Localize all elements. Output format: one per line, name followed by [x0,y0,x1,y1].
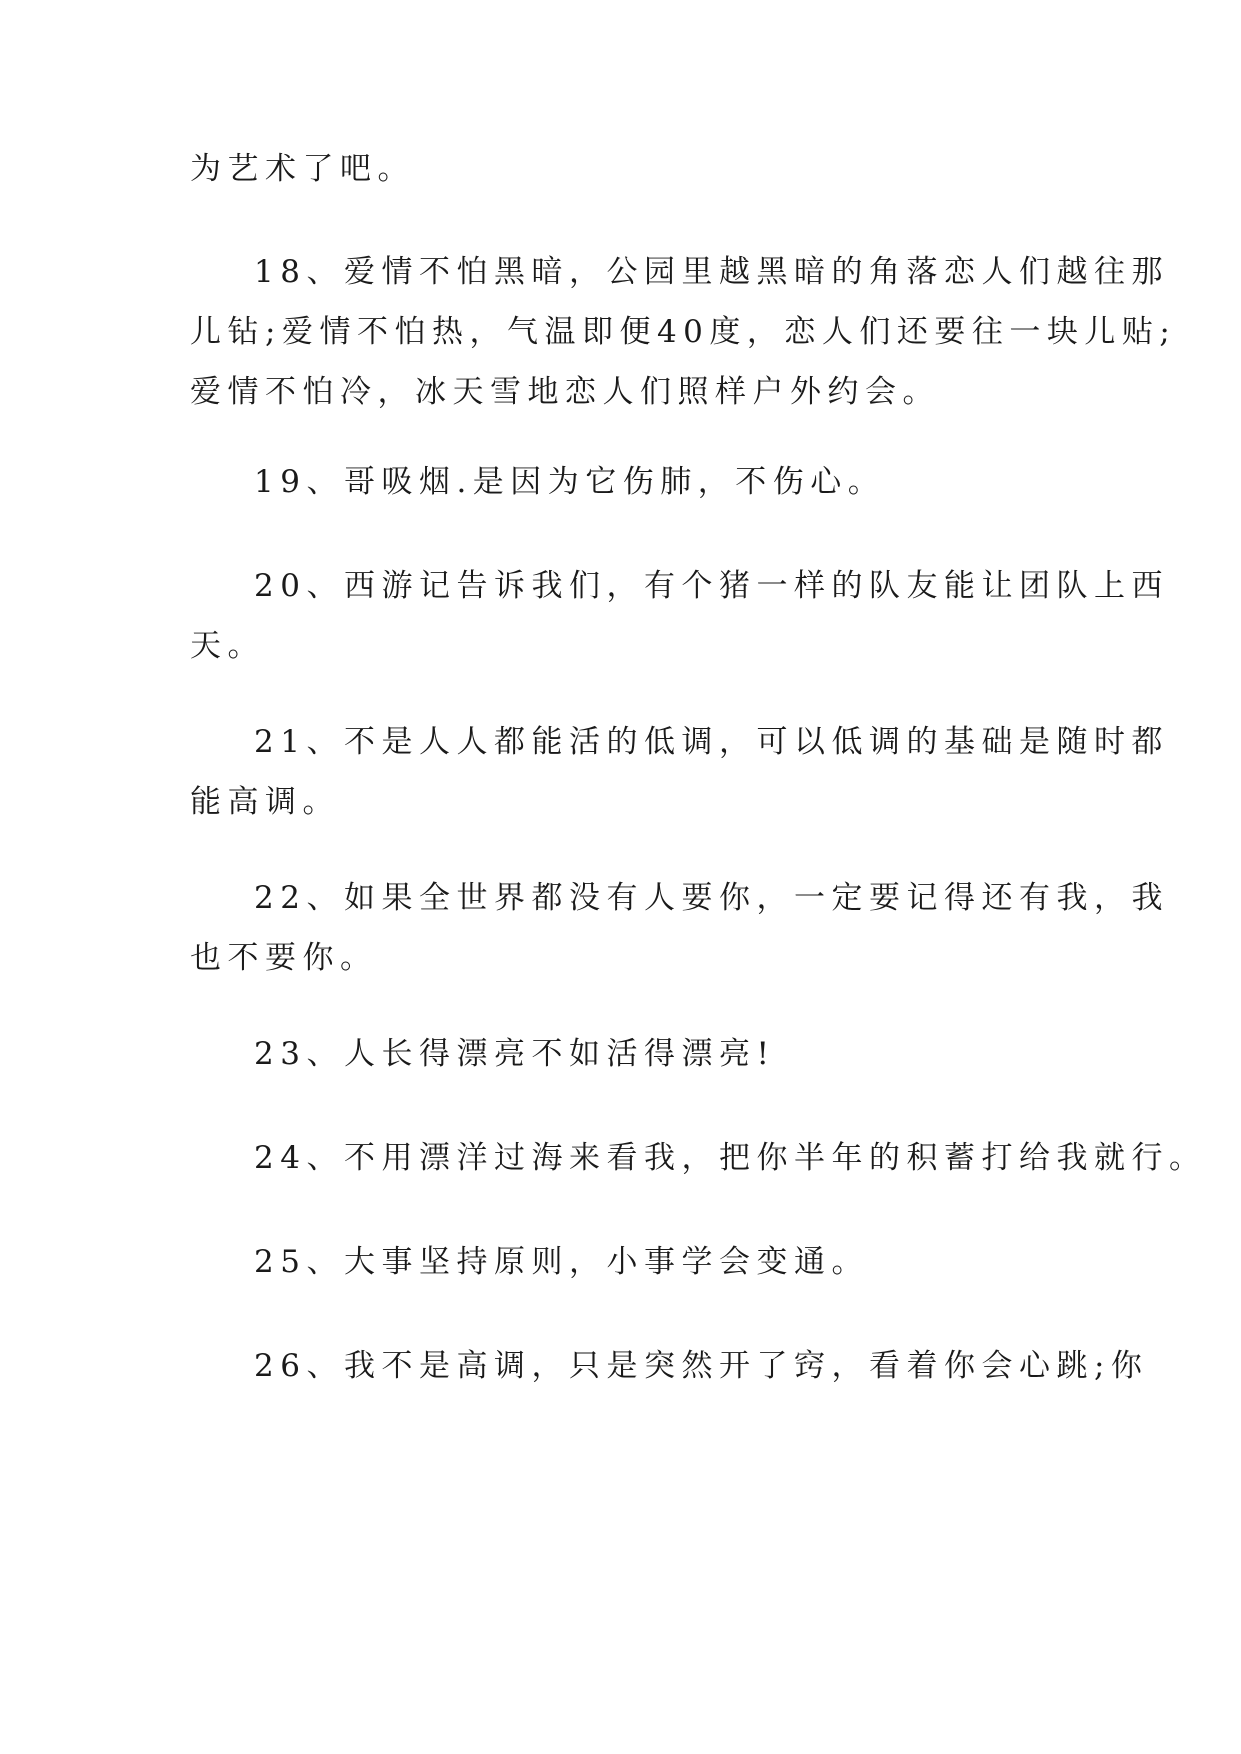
paragraph-line: 26、我不是高调，只是突然开了窍，看着你会心跳;你 [254,1348,1149,1384]
paragraph-item-22 [190,868,1169,988]
paragraph-item-18 [190,242,1177,422]
paragraph-line: 18、爱情不怕黑暗，公园里越黑暗的角落恋人们越往那 [254,254,1169,290]
paragraph-line: 20、西游记告诉我们，有个猪一样的队友能让团队上西 [254,568,1169,604]
paragraph-item-24 [190,1128,1207,1188]
paragraph-line: 能高调。 [190,784,340,820]
paragraph-line: 天。 [190,628,265,664]
paragraph-item-21 [190,712,1169,832]
paragraph-line: 19、哥吸烟.是因为它伤肺，不伤心。 [254,464,886,500]
paragraph-line: 为艺术了吧。 [190,151,415,187]
paragraph-item-26 [190,1336,1149,1396]
paragraph-continuation [190,139,1052,199]
paragraph-line: 25、大事坚持原则，小事学会变通。 [254,1244,869,1280]
paragraph-item-23 [190,1024,1052,1084]
paragraph-line: 23、人长得漂亮不如活得漂亮! [254,1036,776,1072]
paragraph-line: 21、不是人人都能活的低调，可以低调的基础是随时都 [254,724,1169,760]
paragraph-line: 儿钻;爱情不怕热，气温即便40度，恋人们还要往一块儿贴; [190,314,1177,350]
paragraph-item-25 [190,1232,1052,1292]
paragraph-line: 22、如果全世界都没有人要你，一定要记得还有我，我 [254,880,1169,916]
paragraph-item-20 [190,556,1169,676]
paragraph-line: 24、不用漂洋过海来看我，把你半年的积蓄打给我就行。 [254,1140,1207,1176]
paragraph-line: 爱情不怕冷，冰天雪地恋人们照样户外约会。 [190,374,940,410]
paragraph-line: 也不要你。 [190,940,378,976]
paragraph-item-19 [190,452,1052,512]
